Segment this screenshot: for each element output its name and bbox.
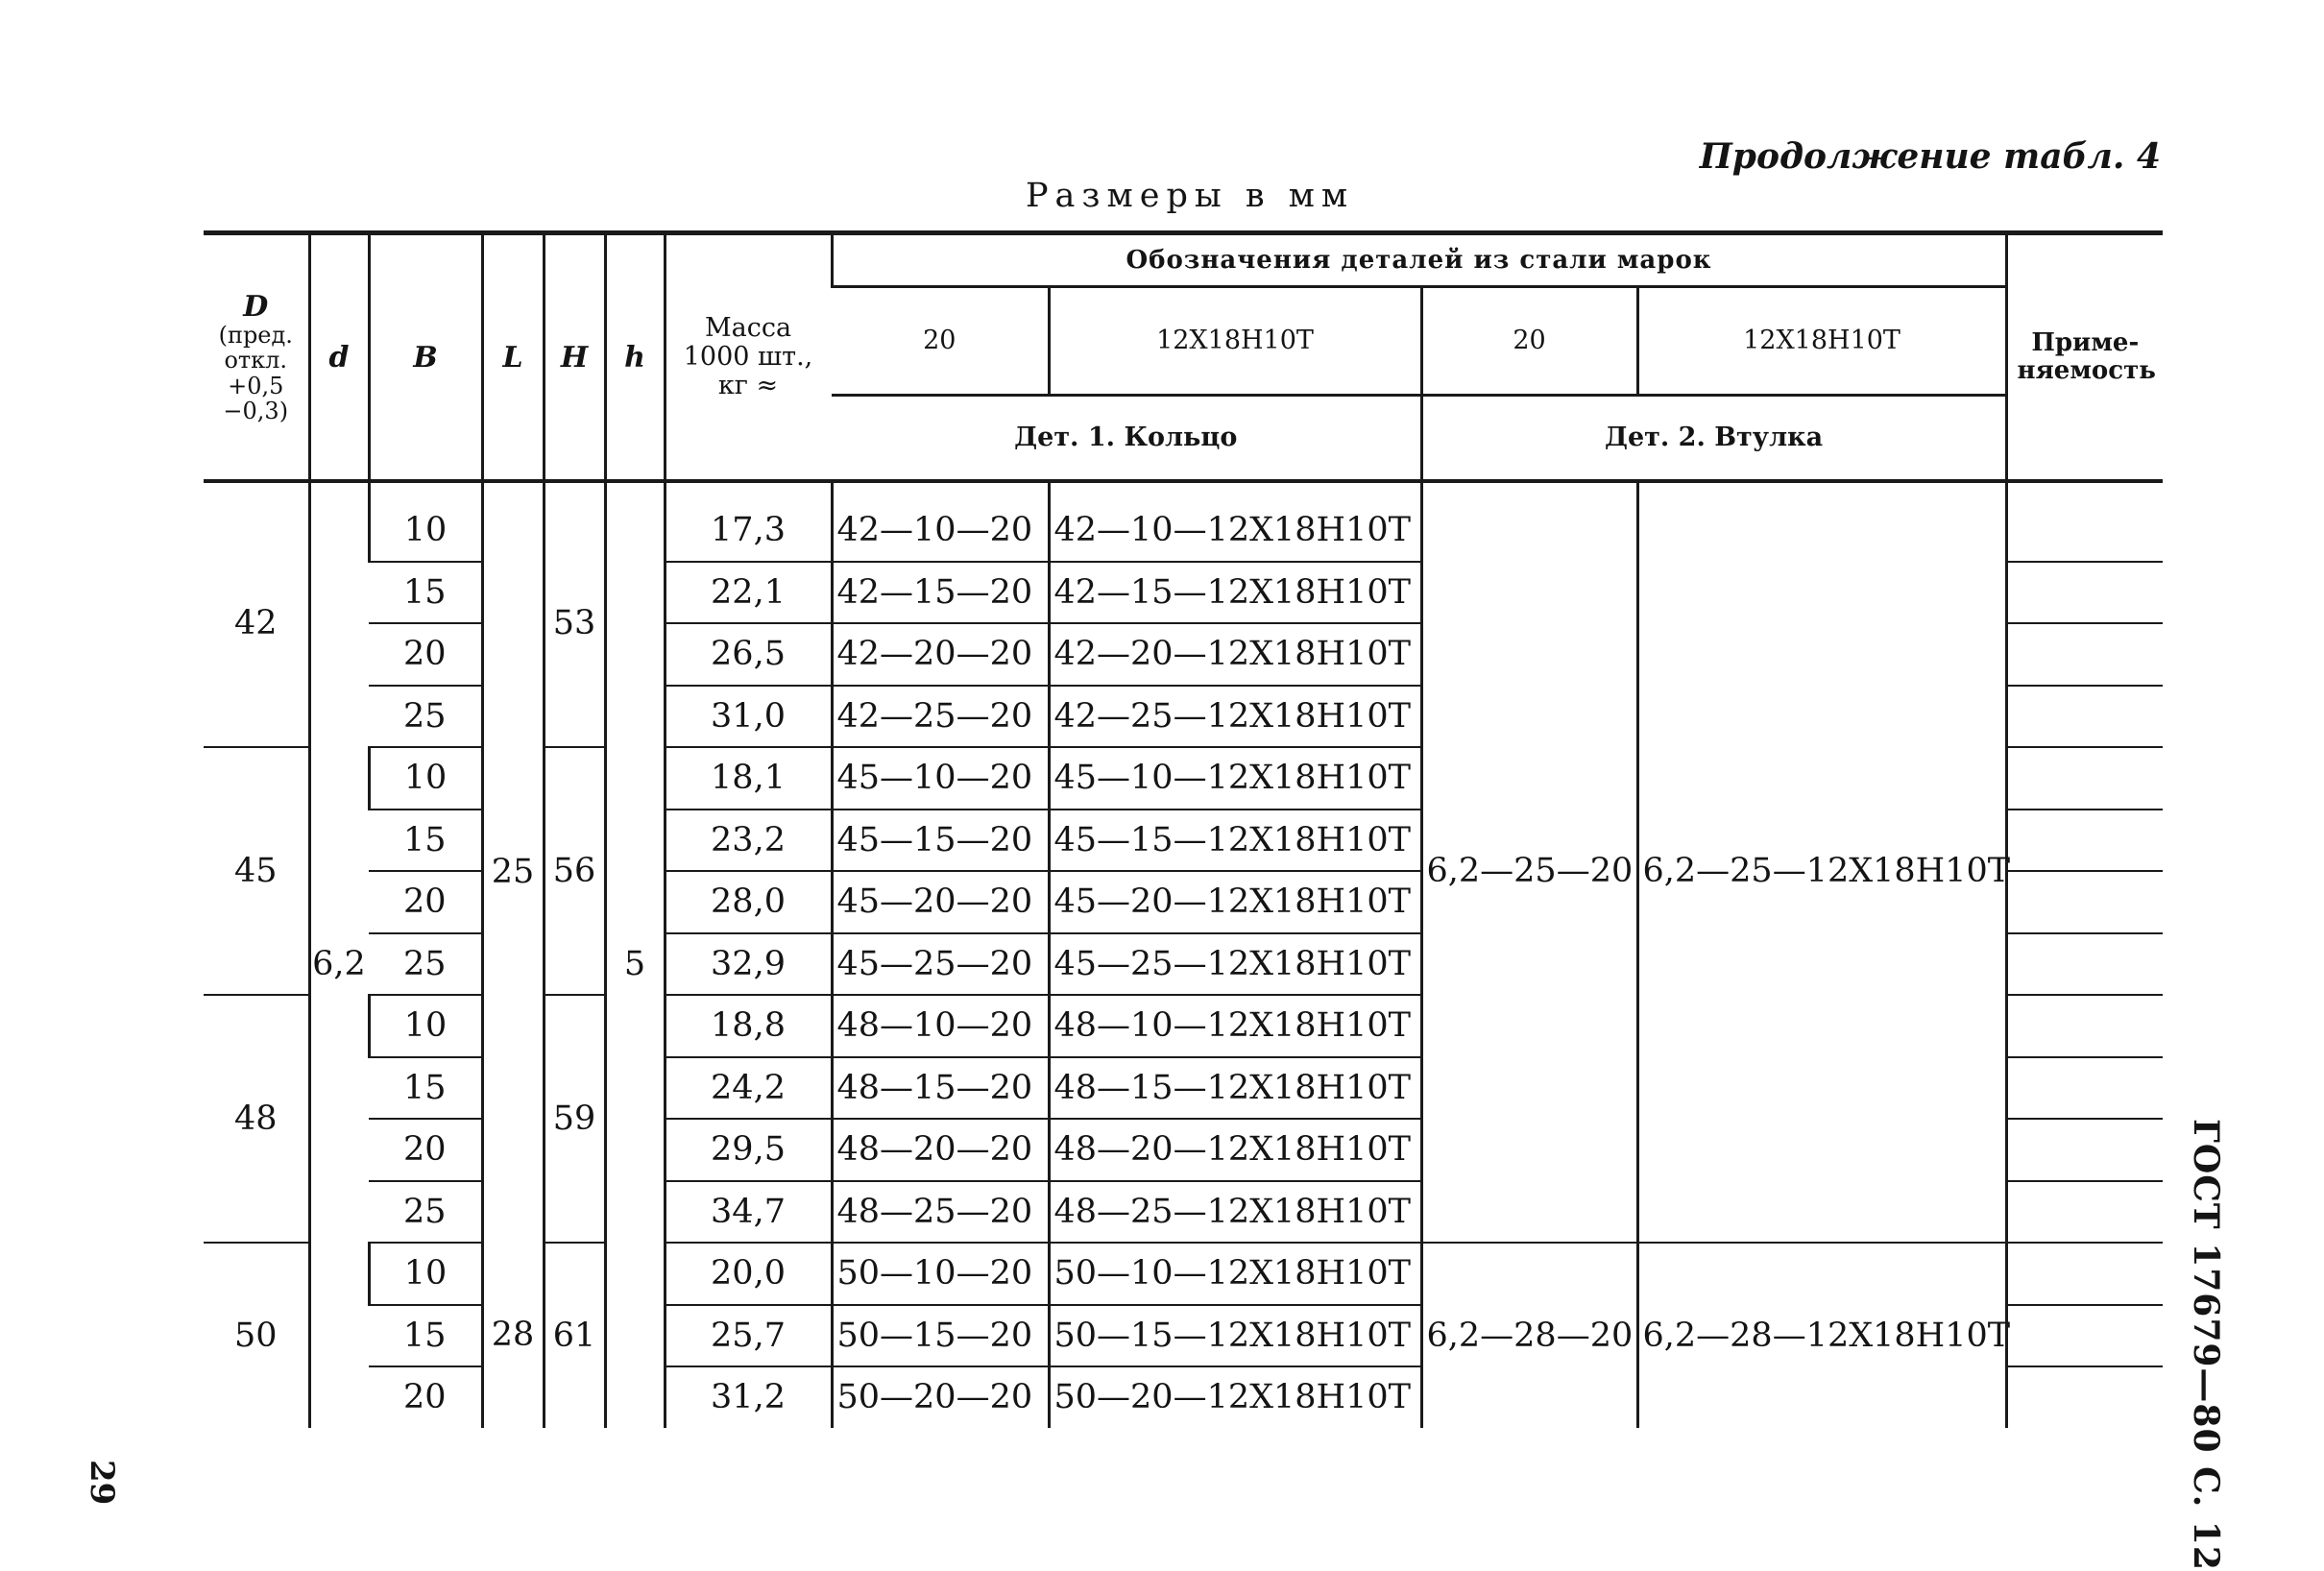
cell-ring-12x18: 45—10—12Х18Н10Т — [1049, 747, 1421, 810]
cell-applicability — [2006, 1119, 2163, 1181]
cell-B: 10 — [369, 481, 482, 562]
col-header-B: B — [369, 233, 482, 482]
cell-B: 10 — [369, 995, 482, 1057]
cell-applicability — [2006, 1305, 2163, 1367]
cell-applicability — [2006, 1057, 2163, 1120]
cell-H: 53 — [544, 481, 605, 747]
cell-h: 5 — [605, 481, 665, 1428]
col-header-applicability: Приме-няемость — [2006, 233, 2163, 482]
cell-ring-12x18: 50—15—12Х18Н10Т — [1049, 1305, 1421, 1367]
cell-applicability — [2006, 623, 2163, 686]
cell-ring-12x18: 50—20—12Х18Н10Т — [1049, 1366, 1421, 1428]
cell-mass: 31,2 — [665, 1366, 832, 1428]
cell-ring-12x18: 48—20—12Х18Н10Т — [1049, 1119, 1421, 1181]
cell-B: 15 — [369, 1305, 482, 1367]
cell-applicability — [2006, 686, 2163, 748]
table-header — [204, 233, 2163, 482]
cell-B: 25 — [369, 1181, 482, 1244]
cell-applicability — [2006, 481, 2163, 562]
cell-applicability — [2006, 933, 2163, 996]
page-number: 29 — [83, 1460, 121, 1506]
cell-B: 20 — [369, 871, 482, 933]
col-header-part-2-bushing: Дет. 2. Втулка — [1421, 396, 2006, 482]
col-header-grade-20-ring: 20 — [832, 287, 1049, 396]
units-caption: Размеры в мм — [1026, 177, 1355, 215]
cell-ring-20: 42—25—20 — [832, 686, 1049, 748]
cell-ring-20: 42—15—20 — [832, 562, 1049, 624]
cell-H: 56 — [544, 747, 605, 995]
cell-ring-20: 48—25—20 — [832, 1181, 1049, 1244]
dimensions-table-wrap — [204, 230, 2163, 1496]
cell-ring-20: 50—15—20 — [832, 1305, 1049, 1367]
cell-B: 25 — [369, 686, 482, 748]
cell-applicability — [2006, 871, 2163, 933]
cell-applicability — [2006, 747, 2163, 810]
col-header-grade-12-bushing: 12Х18Н10Т — [1637, 287, 2006, 396]
cell-D: 45 — [204, 747, 309, 995]
cell-ring-20: 45—20—20 — [832, 871, 1049, 933]
col-header-grade-20-bushing: 20 — [1421, 287, 1637, 396]
cell-D: 50 — [233, 1316, 278, 1355]
col-header-h: h — [605, 233, 665, 482]
col-header-mass: Масса 1000 шт., кг ≈ — [665, 233, 832, 482]
cell-mass: 20,0 — [665, 1243, 832, 1305]
cell-B: 20 — [369, 623, 482, 686]
cell-ring-12x18: 42—15—12Х18Н10Т — [1049, 562, 1421, 624]
cell-mass: 28,0 — [665, 871, 832, 933]
cell-ring-12x18: 48—10—12Х18Н10Т — [1049, 995, 1421, 1057]
cell-bushing-20: 6,2—25—20 — [1421, 481, 1637, 1243]
cell-mass: 31,0 — [665, 686, 832, 748]
cell-B: 20 — [402, 1378, 447, 1417]
cell-mass: 25,7 — [665, 1305, 832, 1367]
table-row — [204, 481, 2163, 562]
cell-ring-20: 50—20—20 — [832, 1366, 1049, 1428]
header-D-note: (пред. откл. +0,5 −0,3) — [218, 321, 293, 424]
cell-B: 20 — [369, 1119, 482, 1181]
cell-d: 6,2 — [309, 481, 369, 1428]
table-row — [204, 1243, 2163, 1305]
cell-applicability — [2006, 1366, 2163, 1428]
continuation-label: Продолжение табл. 4 — [1699, 136, 2161, 177]
cell-mass: 29,5 — [665, 1119, 832, 1181]
cell-B: 15 — [369, 562, 482, 624]
cell-bushing-12x18: 6,2—28—12Х18Н10Т — [1637, 1243, 2006, 1428]
cell-applicability — [2006, 810, 2163, 872]
cell-ring-12x18: 50—10—12Х18Н10Т — [1049, 1243, 1421, 1305]
cell-ring-12x18: 48—15—12Х18Н10Т — [1049, 1057, 1421, 1120]
cell-mass: 18,1 — [665, 747, 832, 810]
cell-H: 61 — [544, 1243, 605, 1428]
cell-D: 48 — [204, 995, 309, 1243]
cell-bushing-12x18: 6,2—25—12Х18Н10Т — [1637, 481, 2006, 1243]
cell-ring-20: 42—10—20 — [832, 481, 1049, 562]
cell-L: 25 — [482, 481, 544, 1243]
cell-B: 10 — [369, 747, 482, 810]
standard-side-label: ГОСТ 17679—80 С. 12 — [2186, 1119, 2226, 1571]
cell-ring-20: 48—10—20 — [832, 995, 1049, 1057]
cell-ring-20: 45—15—20 — [832, 810, 1049, 872]
col-header-part-1-ring: Дет. 1. Кольцо — [1014, 423, 1238, 453]
cell-mass: 24,2 — [665, 1057, 832, 1120]
cell-ring-20: 45—10—20 — [832, 747, 1049, 810]
cell-B: 25 — [369, 933, 482, 996]
cell-applicability — [2006, 1181, 2163, 1244]
col-header-grade-12-ring: 12Х18Н10Т — [1049, 287, 1421, 396]
cell-applicability — [2006, 562, 2163, 624]
cell-mass: 34,7 — [665, 1181, 832, 1244]
cell-ring-12x18: 45—25—12Х18Н10Т — [1049, 933, 1421, 996]
col-header-D — [204, 233, 309, 482]
cell-ring-12x18: 45—15—12Х18Н10Т — [1049, 810, 1421, 872]
cell-ring-20: 45—25—20 — [832, 933, 1049, 996]
cell-ring-20: 42—20—20 — [832, 623, 1049, 686]
cell-ring-12x18: 42—10—12Х18Н10Т — [1049, 481, 1421, 562]
cell-ring-20: 48—20—20 — [832, 1119, 1049, 1181]
cell-applicability — [2006, 1243, 2163, 1305]
cell-ring-12x18: 48—25—12Х18Н10Т — [1049, 1181, 1421, 1244]
cell-mass: 26,5 — [665, 623, 832, 686]
cell-ring-20: 50—10—20 — [832, 1243, 1049, 1305]
cell-B: 15 — [369, 810, 482, 872]
cell-ring-12x18: 42—25—12Х18Н10Т — [1049, 686, 1421, 748]
dimensions-table — [204, 230, 2163, 1428]
col-header-d: d — [309, 233, 369, 482]
cell-mass: 18,8 — [665, 995, 832, 1057]
cell-applicability — [2006, 995, 2163, 1057]
table-body — [204, 481, 2163, 1428]
cell-B: 10 — [369, 1243, 482, 1305]
col-header-L: L — [482, 233, 544, 482]
header-D-symbol: D — [243, 289, 269, 324]
col-header-H: H — [544, 233, 605, 482]
cell-H: 59 — [544, 995, 605, 1243]
cell-B: 15 — [369, 1057, 482, 1120]
cell-L: 28 — [482, 1243, 544, 1428]
col-header-designations: Обозначения деталей из стали марок — [832, 233, 2006, 287]
cell-mass: 22,1 — [665, 562, 832, 624]
cell-mass: 32,9 — [665, 933, 832, 996]
cell-mass: 17,3 — [665, 481, 832, 562]
cell-ring-20: 48—15—20 — [832, 1057, 1049, 1120]
cell-ring-12x18: 42—20—12Х18Н10Т — [1049, 623, 1421, 686]
cell-bushing-20: 6,2—28—20 — [1421, 1243, 1637, 1428]
cell-mass: 23,2 — [665, 810, 832, 872]
cell-D: 42 — [204, 481, 309, 747]
cell-ring-12x18: 45—20—12Х18Н10Т — [1049, 871, 1421, 933]
